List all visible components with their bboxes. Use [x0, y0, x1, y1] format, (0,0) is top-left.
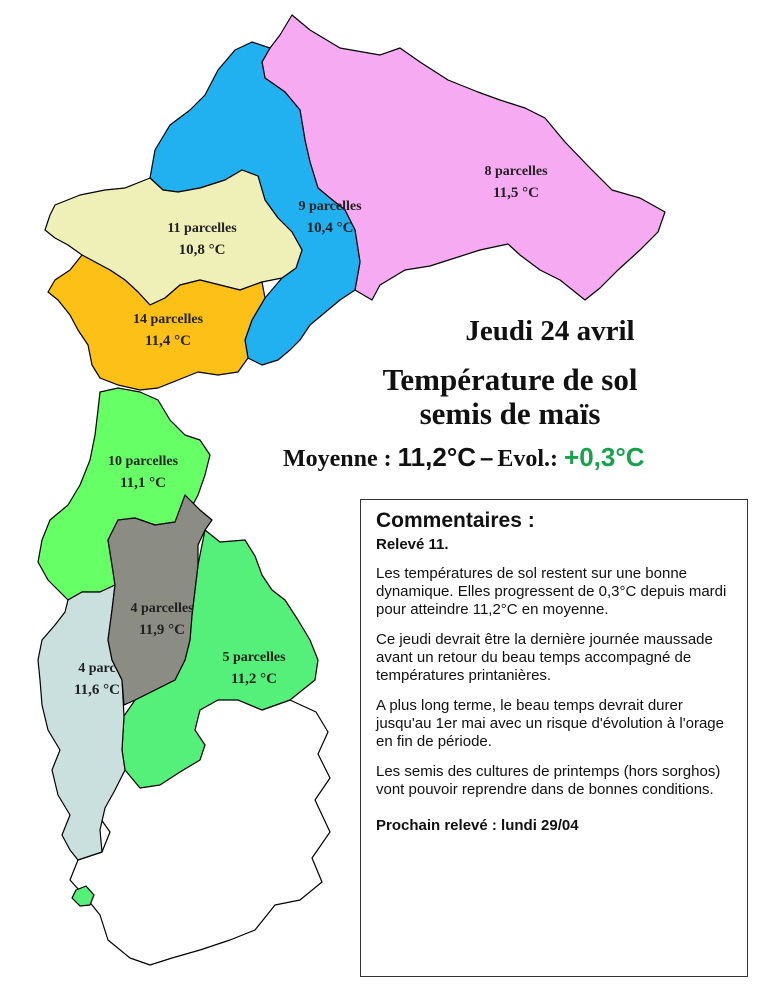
evolution-value: +0,3°C [564, 442, 645, 472]
next-reading: Prochain relevé : lundi 29/04 [376, 817, 579, 834]
parcel-count: 5 parcelles [222, 650, 286, 665]
comment-paragraph: Les semis des cultures de printemps (hors sorghos) vont pouvoir reprendre dans de bonnes conditions. [376, 763, 721, 798]
separator: – [480, 445, 494, 472]
zone-temperature: 10,8 °C [178, 242, 226, 258]
comments-subtitle: Relevé 11. [376, 536, 449, 553]
parcel-count: 9 parcelles [298, 199, 362, 214]
parcel-count: 8 parcelles [484, 164, 548, 179]
zone-temperature: 11,9 °C [138, 622, 186, 638]
zone-temperature: 11,1 °C [119, 475, 167, 491]
zone-temperature: 11,5 °C [492, 185, 540, 201]
parcel-count: 4 parcelles [130, 601, 194, 616]
report-date: Jeudi 24 avril [465, 315, 635, 347]
title-block [280, 315, 760, 432]
zone-temperature: 10,4 °C [306, 220, 354, 236]
parcel-count: 11 parcelles [167, 221, 237, 236]
average-label: Moyenne : [283, 446, 392, 472]
average-value: 11,2°C [397, 442, 476, 472]
average-summary [283, 442, 763, 473]
zone-temperature: 11,6 °C [73, 682, 121, 698]
zone-temperature: 11,4 °C [144, 333, 192, 349]
parcel-count: 4 parc [78, 661, 116, 676]
evolution-label: Evol.: [497, 446, 559, 472]
comments-title: Commentaires : [376, 509, 535, 532]
parcel-count: 10 parcelles [107, 454, 179, 469]
parcel-count: 14 parcelles [132, 312, 204, 327]
comment-paragraph: Ce jeudi devrait être la dernière journée maussade avant un retour du beau temps accompagné de températures printanières. [376, 631, 713, 684]
comment-paragraph: Les températures de sol restent sur une bonne dynamique. Elles progressent de 0,3°C depuis mardi pour atteindre 11,2°C en moyenne. [376, 565, 727, 618]
zone-temperature: 11,2 °C [230, 671, 278, 687]
report-title: Température de sol [382, 362, 638, 397]
report-subtitle: semis de maïs [419, 396, 601, 431]
comments-box [360, 499, 748, 977]
comment-paragraph: A plus long terme, le beau temps devrait durer jusqu'au 1er mai avec un risque d'évolution à l'orage en fin de période. [376, 697, 724, 750]
